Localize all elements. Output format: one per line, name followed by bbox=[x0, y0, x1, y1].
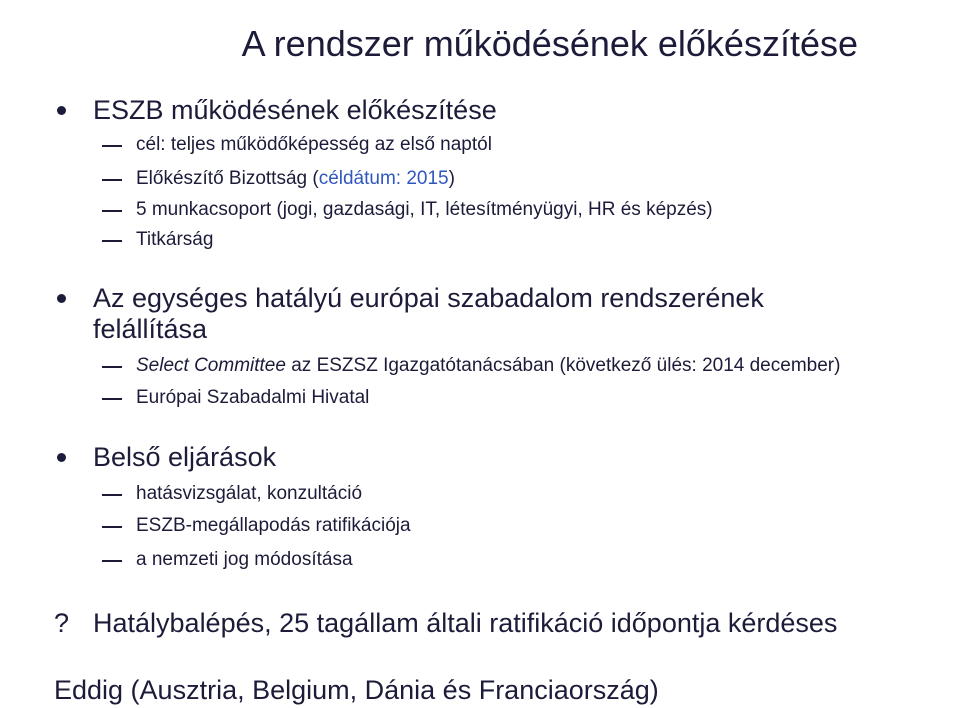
list-item-suffix: ) bbox=[448, 168, 455, 189]
list-item: cél: teljes működőképesség az első naptól bbox=[136, 134, 492, 155]
list-item: 5 munkacsoport (jogi, gazdasági, IT, létesítményügyi, HR és képzés) bbox=[136, 199, 713, 220]
ratified-so-far: Eddig (Ausztria, Belgium, Dánia és Franciaország) bbox=[54, 675, 659, 705]
bullet-icon bbox=[57, 294, 66, 303]
bullet-icon bbox=[57, 453, 66, 462]
section-heading-unitary-patent-cont: felállítása bbox=[93, 314, 208, 344]
slide-title: A rendszer működésének előkészítése bbox=[241, 23, 858, 64]
target-date-highlight: céldátum: 2015 bbox=[318, 168, 449, 189]
bullet-icon bbox=[57, 106, 66, 115]
dash-icon bbox=[102, 494, 122, 496]
list-item: ESZB-megállapodás ratifikációja bbox=[136, 515, 411, 536]
section-heading-internal-procedures: Belső eljárások bbox=[93, 442, 277, 472]
dash-icon bbox=[102, 210, 122, 212]
list-item: Európai Szabadalmi Hivatal bbox=[136, 387, 370, 408]
entry-into-force-question: Hatálybalépés, 25 tagállam általi ratifikáció időpontja kérdéses bbox=[93, 608, 838, 638]
dash-icon bbox=[102, 526, 122, 528]
list-item bbox=[136, 165, 455, 193]
dash-icon bbox=[102, 560, 122, 562]
dash-icon bbox=[102, 366, 122, 368]
list-item: Titkárság bbox=[136, 229, 214, 250]
list-item bbox=[136, 352, 840, 380]
dash-icon bbox=[102, 145, 122, 147]
dash-icon bbox=[102, 398, 122, 400]
section-heading-eszb: ESZB működésének előkészítése bbox=[93, 95, 497, 125]
section-heading-unitary-patent: Az egységes hatályú európai szabadalom rendszerének bbox=[93, 283, 764, 313]
list-item-rest: az ESZSZ Igazgatótanácsában (következő ülés: 2014 december) bbox=[285, 355, 841, 376]
dash-icon bbox=[102, 240, 122, 242]
list-item-prefix: Előkészítő Bizottság ( bbox=[136, 168, 319, 189]
question-mark: ? bbox=[54, 608, 70, 638]
select-committee-label: Select Committee bbox=[136, 355, 286, 376]
list-item: a nemzeti jog módosítása bbox=[136, 549, 353, 570]
dash-icon bbox=[102, 179, 122, 181]
list-item: hatásvizsgálat, konzultáció bbox=[136, 483, 363, 504]
